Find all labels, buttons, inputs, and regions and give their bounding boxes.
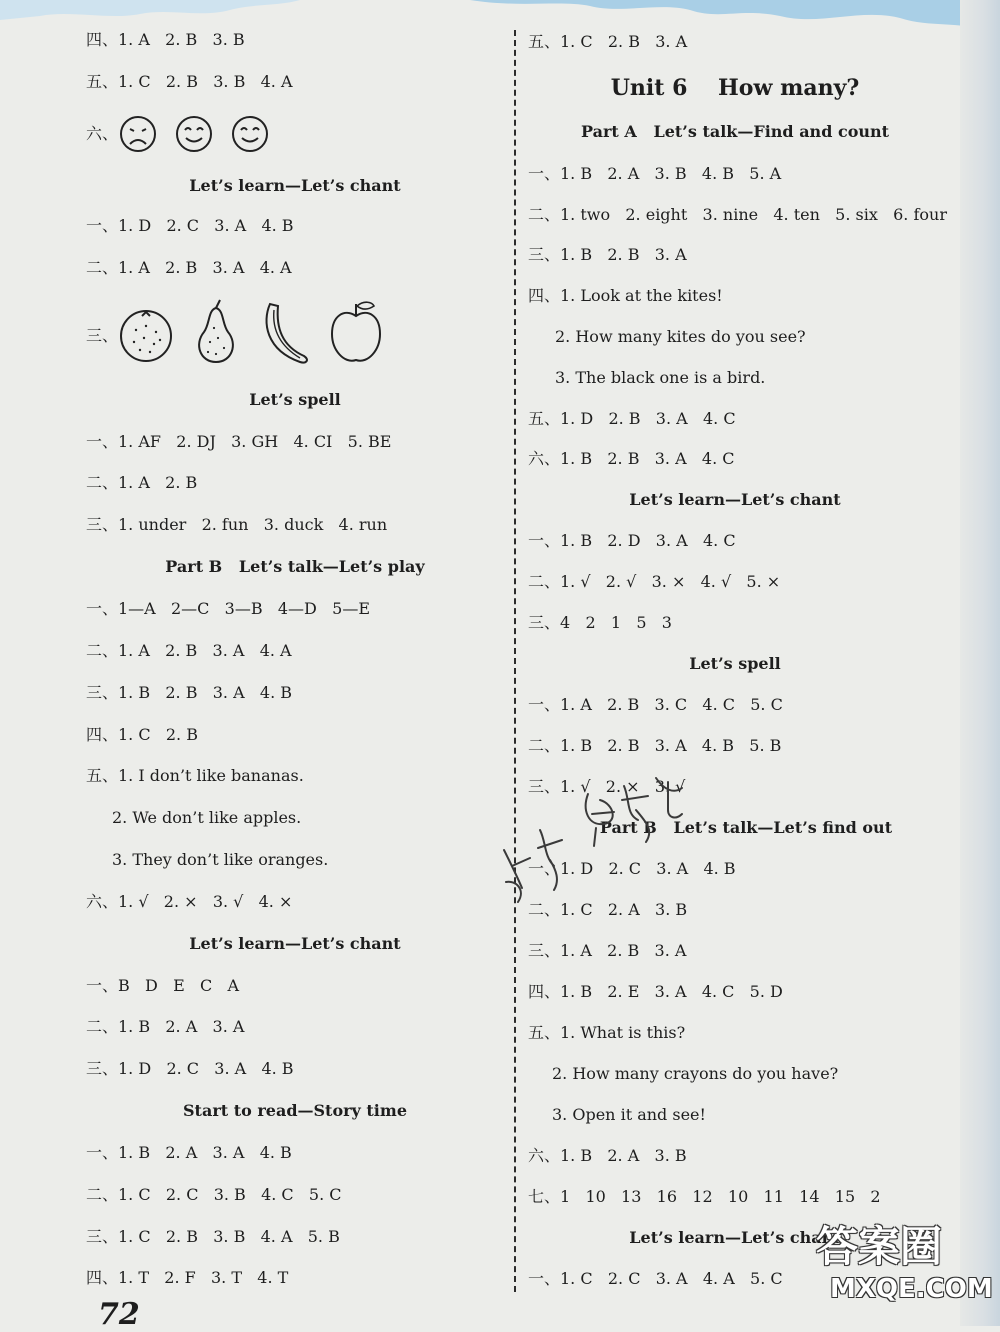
answer-line: 六、1. √ 2. × 3. √ 4. × <box>86 892 293 911</box>
answer-line: 一、1. B 2. D 3. A 4. C <box>528 531 736 550</box>
page-curl-shadow <box>960 0 1000 1326</box>
answer-line: 七、1 10 13 16 12 10 11 14 15 2 <box>528 1187 881 1206</box>
section-heading: Let’s learn—Let’s chant <box>629 490 841 509</box>
column-divider <box>514 30 516 1292</box>
answer-line: 一、1. D 2. C 3. A 4. B <box>528 859 736 878</box>
answer-line: 三、1. B 2. B 3. A 4. B <box>86 683 293 702</box>
watermark-url: MXQE.COM <box>830 1274 993 1304</box>
answer-line: 三、1. C 2. B 3. B 4. A 5. B <box>86 1227 340 1246</box>
answer-line: 六、1. B 2. A 3. B <box>528 1146 687 1165</box>
answer-line: 一、B D E C A <box>86 976 240 995</box>
answer-line: 四、1. Look at the kites! <box>528 286 723 305</box>
happy-face-icon <box>174 114 214 154</box>
answer-line: 一、1. B 2. A 3. B 4. B 5. A <box>528 164 782 183</box>
watermark-logo-text: 答案圈 <box>816 1222 943 1271</box>
answer-line: 四、1. B 2. E 3. A 4. C 5. D <box>528 982 783 1001</box>
section-heading: Start to read—Story time <box>183 1101 407 1120</box>
answer-line: 五、1. C 2. B 3. A <box>528 32 688 51</box>
happy-face-icon <box>230 114 270 154</box>
answer-line: 二、1. √ 2. √ 3. × 4. √ 5. × <box>528 572 781 591</box>
answer-line: 2. We don’t like apples. <box>112 808 302 827</box>
answer-line: 五、1. C 2. B 3. B 4. A <box>86 72 293 91</box>
answer-line: 二、1. C 2. A 3. B <box>528 900 688 919</box>
answer-line: 三、4 2 1 5 3 <box>528 613 672 632</box>
pear-icon <box>186 298 246 368</box>
orange-icon <box>116 304 176 364</box>
answer-line: 四、1. T 2. F 3. T 4. T <box>86 1268 289 1287</box>
answer-line: 一、1. AF 2. DJ 3. GH 4. CI 5. BE <box>86 432 392 451</box>
answer-line: 五、1. I don’t like bananas. <box>86 766 304 785</box>
apple-icon <box>326 296 386 366</box>
answer-prefix: 三、 <box>86 326 119 345</box>
answer-prefix: 六、 <box>86 124 119 143</box>
answer-line: 二、1. A 2. B 3. A 4. A <box>86 258 292 277</box>
answer-line: 一、1—A 2—C 3—B 4—D 5—E <box>86 599 370 618</box>
section-heading: Part B Let’s talk—Let’s find out <box>599 818 893 837</box>
answer-line: 一、1. C 2. C 3. A 4. A 5. C <box>528 1269 783 1288</box>
answer-line: 一、1. A 2. B 3. C 4. C 5. C <box>528 695 783 714</box>
answer-line: 三、1. B 2. B 3. A <box>528 245 687 264</box>
section-heading: Let’s spell <box>249 390 341 409</box>
page-number: 72 <box>98 1297 140 1332</box>
answer-line: 三、1. D 2. C 3. A 4. B <box>86 1059 294 1078</box>
answer-line: 二、1. A 2. B 3. A 4. A <box>86 641 292 660</box>
answer-line: 三、1. A 2. B 3. A <box>528 941 687 960</box>
answer-line: 一、1. D 2. C 3. A 4. B <box>86 216 294 235</box>
answer-line: 三、1. √ 2. × 3. √ <box>528 777 686 796</box>
answer-line: 二、1. B 2. B 3. A 4. B 5. B <box>528 736 782 755</box>
section-heading: Let’s learn—Let’s chant <box>189 176 401 195</box>
site-watermark <box>808 1220 993 1320</box>
answer-line: 3. They don’t like oranges. <box>112 850 329 869</box>
answer-line: 五、1. What is this? <box>528 1023 686 1042</box>
section-heading: Let’s learn—Let’s chant <box>629 1228 841 1247</box>
section-heading: Part B Let’s talk—Let’s play <box>165 557 425 576</box>
answer-line: 2. How many crayons do you have? <box>552 1064 839 1083</box>
answer-line: 二、1. B 2. A 3. A <box>86 1017 245 1036</box>
answer-line: 二、1. A 2. B <box>86 473 198 492</box>
answer-line: 六、1. B 2. B 3. A 4. C <box>528 449 735 468</box>
section-heading: Let’s learn—Let’s chant <box>189 934 401 953</box>
answer-line: 四、1. C 2. B <box>86 725 198 744</box>
answer-line: 三、1. under 2. fun 3. duck 4. run <box>86 515 388 534</box>
unit-title: Unit 6 How many? <box>610 75 860 101</box>
section-heading: Part A Let’s talk—Find and count <box>580 122 890 141</box>
sad-face-icon <box>118 114 158 154</box>
answer-line: 二、1. C 2. C 3. B 4. C 5. C <box>86 1185 342 1204</box>
answer-line: 2. How many kites do you see? <box>555 327 806 346</box>
section-heading: Let’s spell <box>689 654 781 673</box>
handwriting-scribble <box>496 770 726 920</box>
answer-line: 二、1. two 2. eight 3. nine 4. ten 5. six 6. four <box>528 205 947 224</box>
answer-line: 五、1. D 2. B 3. A 4. C <box>528 409 736 428</box>
answer-line: 3. The black one is a bird. <box>555 368 766 387</box>
answer-line: 四、1. A 2. B 3. B <box>86 30 245 49</box>
answer-line: 一、1. B 2. A 3. A 4. B <box>86 1143 292 1162</box>
banana-icon <box>256 300 316 366</box>
answer-line: 3. Open it and see! <box>552 1105 706 1124</box>
